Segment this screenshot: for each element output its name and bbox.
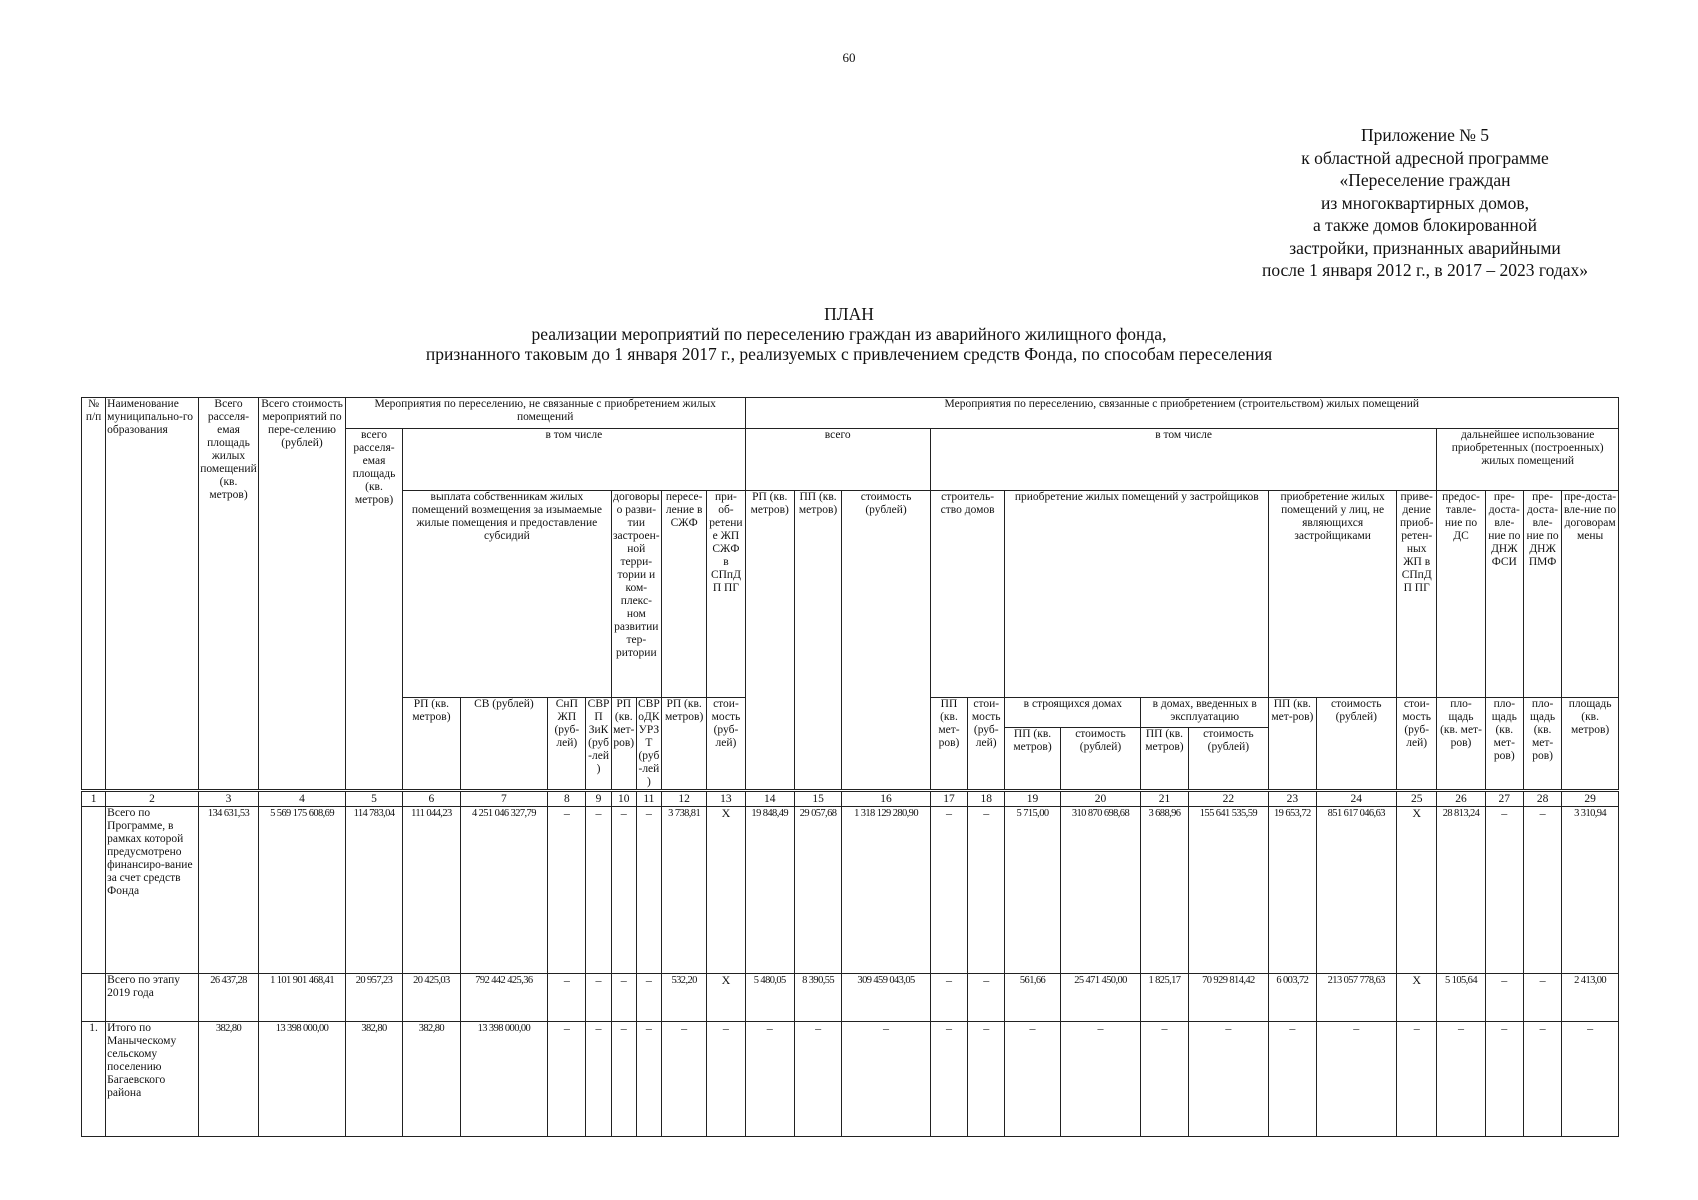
column-number: 21	[1141, 791, 1188, 807]
table-cell: 3 310,94	[1562, 807, 1619, 974]
header-incl-1: в том числе	[403, 429, 745, 491]
header-col12: РП (кв. метров)	[661, 698, 706, 791]
table-cell: –	[586, 1022, 611, 1137]
table-cell: 134 631,53	[198, 807, 258, 974]
column-number: 1	[82, 791, 106, 807]
table-cell: –	[930, 1022, 967, 1137]
table-cell: –	[968, 807, 1005, 974]
table-cell: –	[930, 807, 967, 974]
table-cell: 20 425,03	[403, 974, 460, 1022]
header-dnzh-fsi: пре-доста-вле-ние по ДНЖ ФСИ	[1485, 491, 1523, 698]
table-cell: 3 688,96	[1141, 807, 1188, 974]
header-col19: ПП (кв. метров)	[1005, 728, 1060, 791]
header-ds: предос-тавле-ние по ДС	[1437, 491, 1485, 698]
row-name: Итого по Маныческому сельскому поселению Багаевского района	[106, 1022, 199, 1137]
table-cell: –	[586, 974, 611, 1022]
table-cell: –	[1485, 807, 1523, 974]
column-number: 17	[930, 791, 967, 807]
table-cell: –	[794, 1022, 841, 1137]
header-col15: ПП (кв. метров)	[794, 491, 841, 791]
header-col5: всего расселя-емая площадь (кв. метров)	[345, 429, 402, 791]
column-number: 10	[611, 791, 636, 807]
header-col8: СнП ЖП (руб-лей)	[548, 698, 586, 791]
table-cell: 8 390,55	[794, 974, 841, 1022]
table-cell: 1 101 901 468,41	[259, 974, 346, 1022]
table-cell: Х	[1397, 974, 1437, 1022]
table-cell: –	[1523, 1022, 1561, 1137]
table-cell: 28 813,24	[1437, 807, 1485, 974]
column-number: 12	[661, 791, 706, 807]
table-cell: 382,80	[198, 1022, 258, 1137]
table-cell: 532,20	[661, 974, 706, 1022]
table-cell: –	[636, 974, 661, 1022]
column-number: 27	[1485, 791, 1523, 807]
header-col18: стои-мость (руб-лей)	[968, 698, 1005, 791]
table-cell: 213 057 778,63	[1316, 974, 1397, 1022]
header-col29: площадь (кв. метров)	[1562, 698, 1619, 791]
table-cell: –	[548, 1022, 586, 1137]
column-number: 6	[403, 791, 460, 807]
header-acq-ppl: приве-дение приоб-ретен-ных ЖП в СПпДП ПГ	[1397, 491, 1437, 698]
header-operated: в домах, введенных в эксплуатацию	[1141, 698, 1269, 728]
appendix-line: а также домов блокированной	[1312, 215, 1538, 235]
row-num	[82, 974, 106, 1022]
header-col17: ПП (кв. мет-ров)	[930, 698, 967, 791]
header-col23: ПП (кв. мет-ров)	[1269, 698, 1316, 791]
header-col28: пло-щадь (кв. мет-ров)	[1523, 698, 1561, 791]
title-line: реализации мероприятий по переселению граждан из аварийного жилищного фонда,	[531, 324, 1167, 344]
column-number: 2	[106, 791, 199, 807]
table-cell: –	[548, 807, 586, 974]
table-row	[82, 807, 1619, 974]
table-cell: –	[611, 807, 636, 974]
table-cell: –	[1188, 1022, 1269, 1137]
table-cell: 382,80	[403, 1022, 460, 1137]
column-number: 22	[1188, 791, 1269, 807]
column-number: 19	[1005, 791, 1060, 807]
header-col20: стоимость (рублей)	[1060, 728, 1141, 791]
header-col26: пло-щадь (кв. мет-ров)	[1437, 698, 1485, 791]
header-col27: пло-щадь (кв. мет-ров)	[1485, 698, 1523, 791]
table-cell: 6 003,72	[1269, 974, 1316, 1022]
table-cell: –	[1523, 974, 1561, 1022]
header-col7: СВ (рублей)	[460, 698, 548, 791]
table-cell: 2 413,00	[1562, 974, 1619, 1022]
table-cell: –	[548, 974, 586, 1022]
table-cell: –	[707, 1022, 745, 1137]
table-cell: 5 569 175 608,69	[259, 807, 346, 974]
table-cell: 20 957,23	[345, 974, 402, 1022]
column-number: 11	[636, 791, 661, 807]
table-cell: –	[968, 1022, 1005, 1137]
header-col13: стои-мость (руб-лей)	[707, 698, 745, 791]
header-constructing: в строящихся домах	[1005, 698, 1141, 728]
plan-table	[81, 397, 1619, 1137]
header-acquisition: Мероприятия по переселению, связанные с приобретением (строительством) жилых помещений	[745, 398, 1618, 429]
header-all: всего	[745, 429, 930, 491]
table-cell: 561,66	[1005, 974, 1060, 1022]
table-cell: –	[586, 807, 611, 974]
table-cell: –	[611, 1022, 636, 1137]
table-cell: –	[1485, 974, 1523, 1022]
table-cell: 310 870 698,68	[1060, 807, 1141, 974]
table-row	[82, 974, 1619, 1022]
column-number: 28	[1523, 791, 1561, 807]
column-number: 29	[1562, 791, 1619, 807]
table-cell: 3 738,81	[661, 807, 706, 974]
table-cell: 792 442 425,36	[460, 974, 548, 1022]
row-name: Всего по этапу 2019 года	[106, 974, 199, 1022]
table-cell: –	[1523, 807, 1561, 974]
page-number: 60	[842, 50, 856, 65]
column-number: 16	[842, 791, 931, 807]
table-cell: 25 471 450,00	[1060, 974, 1141, 1022]
table-cell: Х	[1397, 807, 1437, 974]
title-line: признанного таковым до 1 января 2017 г., реализуемых с привлечением средств Фонда, по способам переселения	[425, 344, 1273, 364]
header-col6: РП (кв. метров)	[403, 698, 460, 791]
table-cell: –	[1060, 1022, 1141, 1137]
appendix-caption	[1180, 124, 1670, 282]
table-cell: 5 715,00	[1005, 807, 1060, 974]
header-num: № п/п	[82, 398, 106, 791]
appendix-line: Приложение № 5	[1360, 125, 1490, 145]
header-col10: РП (кв. мет-ров)	[611, 698, 636, 791]
table-cell: –	[1141, 1022, 1188, 1137]
table-cell: 1 318 129 280,90	[842, 807, 931, 974]
row-num	[82, 807, 106, 974]
table-cell: 26 437,28	[198, 974, 258, 1022]
column-number: 26	[1437, 791, 1485, 807]
table-cell: –	[661, 1022, 706, 1137]
table-cell: 19 848,49	[745, 807, 794, 974]
table-cell: –	[1437, 1022, 1485, 1137]
column-number: 5	[345, 791, 402, 807]
table-cell: Х	[707, 974, 745, 1022]
table-cell: 851 617 046,63	[1316, 807, 1397, 974]
header-col22: стоимость (рублей)	[1188, 728, 1269, 791]
header-resettle-szhf: пересе-ление в СЖФ	[661, 491, 706, 698]
column-number: 14	[745, 791, 794, 807]
table-cell: –	[1397, 1022, 1437, 1137]
table-row	[82, 1022, 1619, 1137]
table-cell: 382,80	[345, 1022, 402, 1137]
title-heading: ПЛАН	[824, 304, 874, 324]
header-col9: СВРП ЗиК (руб-лей)	[586, 698, 611, 791]
column-number: 18	[968, 791, 1005, 807]
table-cell: 155 641 535,59	[1188, 807, 1269, 974]
table-cell: –	[1269, 1022, 1316, 1137]
table-cell: 5 105,64	[1437, 974, 1485, 1022]
table-cell: –	[930, 974, 967, 1022]
table-cell: 114 783,04	[345, 807, 402, 974]
table-cell: –	[1316, 1022, 1397, 1137]
table-cell: –	[1485, 1022, 1523, 1137]
header-acq-szhf: при-об-ретение ЖП СЖФ в СПпДП ПГ	[707, 491, 745, 698]
appendix-line: «Переселение граждан	[1339, 170, 1511, 190]
header-col14: РП (кв. метров)	[745, 491, 794, 791]
header-exchange: пре-доста-вле-ние по договорам мены	[1562, 491, 1619, 698]
header-col11: СВР оДК УРЗТ (руб-лей)	[636, 698, 661, 791]
header-buy-non-developers: приобретение жилых помещений у лиц, не являющихся застройщиками	[1269, 491, 1397, 698]
column-number: 15	[794, 791, 841, 807]
table-cell: 29 057,68	[794, 807, 841, 974]
header-incl-2: в том числе	[930, 429, 1437, 491]
header-further-use: дальнейшее использование приобретенных (построенных) жилых помещений	[1437, 429, 1619, 491]
appendix-line: к областной адресной программе	[1301, 147, 1549, 168]
table-cell: 309 459 043,05	[842, 974, 931, 1022]
table-cell: 4 251 046 327,79	[460, 807, 548, 974]
table-cell: –	[636, 807, 661, 974]
column-number: 20	[1060, 791, 1141, 807]
document-title	[0, 304, 1698, 364]
table-cell: 19 653,72	[1269, 807, 1316, 974]
column-number: 7	[460, 791, 548, 807]
table-cell: 13 398 000,00	[259, 1022, 346, 1137]
table-cell: 1 825,17	[1141, 974, 1188, 1022]
header-col21: ПП (кв. метров)	[1141, 728, 1188, 791]
table-cell: 13 398 000,00	[460, 1022, 548, 1137]
table-cell: –	[1562, 1022, 1619, 1137]
table-cell: –	[636, 1022, 661, 1137]
column-number: 9	[586, 791, 611, 807]
header-col25: стои-мость (руб-лей)	[1397, 698, 1437, 791]
column-number: 23	[1269, 791, 1316, 807]
table-cell: –	[1005, 1022, 1060, 1137]
header-total-cost: Всего стоимость мероприятий по пере-селению (рублей)	[259, 398, 346, 791]
header-dnzh-pmf: пре-доста-вле-ние по ДНЖ ПМФ	[1523, 491, 1561, 698]
appendix-line: застройки, признанных аварийными	[1289, 237, 1561, 258]
row-name: Всего по Программе, в рамках которой предусмотрено финансиро-вание за счет средств Фонда	[106, 807, 199, 974]
row-num: 1.	[82, 1022, 106, 1137]
column-number-row	[82, 791, 1619, 807]
column-number: 25	[1397, 791, 1437, 807]
table-cell: –	[745, 1022, 794, 1137]
column-number: 4	[259, 791, 346, 807]
table-cell: 5 480,05	[745, 974, 794, 1022]
table-cell: –	[611, 974, 636, 1022]
header-col24: стоимость (рублей)	[1316, 698, 1397, 791]
header-total-area: Всего расселя-емая площадь жилых помещений (кв. метров)	[198, 398, 258, 791]
header-non-acquisition: Мероприятия по переселению, не связанные с приобретением жилых помещений	[345, 398, 745, 429]
column-number: 8	[548, 791, 586, 807]
table-cell: 111 044,23	[403, 807, 460, 974]
table-cell: Х	[707, 807, 745, 974]
header-payment: выплата собственникам жилых помещений возмещения за изымаемые жилые помещения и предоставление субсидий	[403, 491, 611, 698]
table-cell: –	[968, 974, 1005, 1022]
table-cell: 70 929 814,42	[1188, 974, 1269, 1022]
table-cell: –	[842, 1022, 931, 1137]
column-number: 24	[1316, 791, 1397, 807]
header-name: Наименование муниципально-го образования	[106, 398, 199, 791]
appendix-line: из многоквартирных домов,	[1321, 192, 1529, 213]
column-number: 3	[198, 791, 258, 807]
appendix-line: после 1 января 2012 г., в 2017 – 2023 годах»	[1261, 260, 1589, 280]
header-col16: стоимость (рублей)	[842, 491, 931, 791]
header-buy-developers: приобретение жилых помещений у застройщиков	[1005, 491, 1269, 698]
header-contracts: договоры о разви-тии застроен-ной терри-тории и ком-плекс-ном развитии тер-ритории	[611, 491, 661, 698]
header-build: строитель-ство домов	[930, 491, 1005, 698]
column-number: 13	[707, 791, 745, 807]
